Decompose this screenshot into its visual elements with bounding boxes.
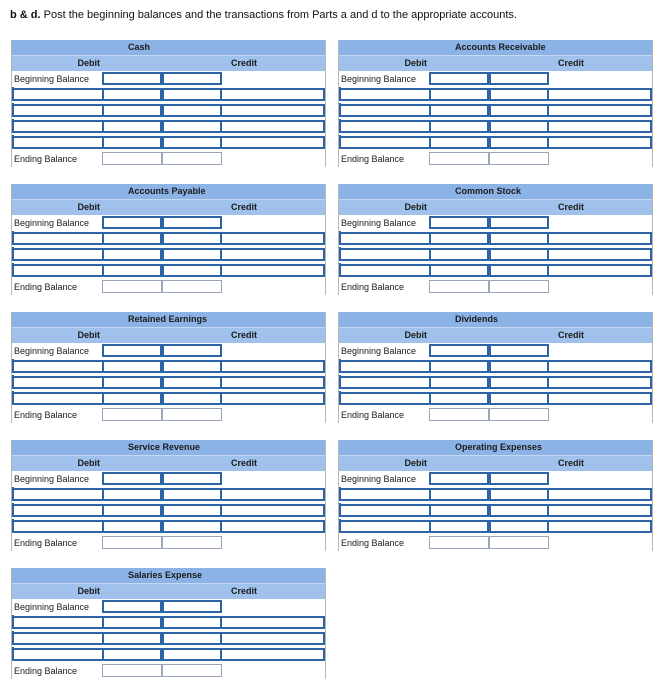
ending-balance-label: Ending Balance — [14, 282, 78, 292]
debit-header: Debit — [77, 330, 100, 340]
caret-icon — [12, 103, 14, 108]
beginning-debit-input[interactable] — [102, 344, 162, 357]
entry-debit-input[interactable] — [102, 392, 162, 405]
caret-icon — [12, 615, 14, 620]
entry-credit-input[interactable] — [489, 120, 549, 133]
entry-credit-input[interactable] — [489, 520, 549, 533]
credit-header: Credit — [557, 202, 584, 212]
entry-credit-input[interactable] — [489, 88, 549, 101]
caret-icon — [12, 631, 14, 636]
entry-credit-input[interactable] — [489, 136, 549, 149]
account-name: Common Stock — [455, 186, 522, 196]
account-title — [12, 568, 325, 583]
debit-header: Debit — [77, 586, 100, 596]
ending-balance-label: Ending Balance — [341, 282, 405, 292]
ending-debit-cell — [429, 408, 489, 421]
entry-debit-input[interactable] — [429, 104, 489, 117]
ending-balance-row — [12, 407, 325, 423]
ending-balance-row — [339, 279, 652, 295]
beginning-balance-label: Beginning Balance — [341, 74, 417, 84]
entry-row — [12, 119, 325, 135]
caret-icon — [12, 391, 14, 396]
entry-credit-input[interactable] — [162, 264, 222, 277]
entry-credit-input[interactable] — [489, 104, 549, 117]
entry-debit-input[interactable] — [102, 264, 162, 277]
entry-credit-input[interactable] — [162, 488, 222, 501]
beginning-credit-input[interactable] — [162, 472, 222, 485]
ending-credit-cell — [162, 152, 222, 165]
entry-debit-input[interactable] — [102, 616, 162, 629]
entry-credit-input[interactable] — [489, 248, 549, 261]
entry-row — [339, 375, 652, 391]
entry-debit-input[interactable] — [429, 360, 489, 373]
beginning-balance-row — [12, 471, 325, 487]
ending-credit-cell — [489, 152, 549, 165]
caret-icon — [339, 135, 341, 140]
beginning-balance-row — [339, 343, 652, 359]
column-header — [12, 455, 325, 471]
entry-row — [12, 103, 325, 119]
entry-debit-input[interactable] — [429, 248, 489, 261]
instruction-text: Post the beginning balances and the transactions from Parts a and d to the appropriate accounts. — [43, 9, 517, 21]
caret-icon — [12, 487, 14, 492]
column-header — [12, 327, 325, 343]
debit-header: Debit — [404, 458, 427, 468]
beginning-credit-input[interactable] — [489, 72, 549, 85]
account-name: Service Revenue — [128, 442, 201, 452]
entry-row — [339, 231, 652, 247]
ending-balance-label: Ending Balance — [341, 538, 405, 548]
entry-credit-input[interactable] — [162, 360, 222, 373]
ending-debit-cell — [102, 536, 162, 549]
beginning-balance-row — [12, 71, 325, 87]
beginning-balance-label: Beginning Balance — [14, 474, 90, 484]
credit-header: Credit — [230, 202, 257, 212]
entry-row — [339, 103, 652, 119]
entry-debit-input[interactable] — [102, 104, 162, 117]
entry-row — [12, 87, 325, 103]
ending-credit-cell — [162, 408, 222, 421]
entry-credit-input[interactable] — [162, 88, 222, 101]
entry-debit-input[interactable] — [429, 488, 489, 501]
ending-credit-cell — [489, 408, 549, 421]
account-name: Accounts Payable — [128, 186, 206, 196]
entry-row — [12, 375, 325, 391]
entry-row — [12, 247, 325, 263]
entry-row — [12, 135, 325, 151]
caret-icon — [12, 87, 14, 92]
entry-credit-input[interactable] — [162, 632, 222, 645]
entry-debit-input[interactable] — [429, 520, 489, 533]
credit-header: Credit — [230, 586, 257, 596]
beginning-debit-input[interactable] — [429, 344, 489, 357]
entry-debit-input[interactable] — [102, 232, 162, 245]
beginning-balance-label: Beginning Balance — [14, 346, 90, 356]
account-title — [12, 40, 325, 55]
t-account-retained-earnings — [11, 312, 326, 423]
beginning-balance-label: Beginning Balance — [341, 346, 417, 356]
ending-balance-row — [12, 535, 325, 551]
entry-row — [339, 503, 652, 519]
caret-icon — [339, 359, 341, 364]
entry-debit-input[interactable] — [102, 248, 162, 261]
entry-credit-input[interactable] — [489, 488, 549, 501]
entry-credit-input[interactable] — [489, 264, 549, 277]
account-name: Cash — [128, 42, 151, 52]
entry-debit-input[interactable] — [102, 136, 162, 149]
credit-header: Credit — [230, 58, 257, 68]
entry-row — [12, 503, 325, 519]
caret-icon — [339, 103, 341, 108]
entry-debit-input[interactable] — [102, 504, 162, 517]
caret-icon — [339, 503, 341, 508]
entry-row — [339, 519, 652, 535]
entry-credit-input[interactable] — [489, 376, 549, 389]
beginning-balance-label: Beginning Balance — [14, 218, 90, 228]
account-title — [339, 440, 652, 455]
account-name: Dividends — [455, 314, 499, 324]
caret-icon — [339, 119, 341, 124]
account-title — [12, 184, 325, 199]
entry-debit-input[interactable] — [102, 88, 162, 101]
beginning-credit-input[interactable] — [489, 216, 549, 229]
entry-debit-input[interactable] — [102, 376, 162, 389]
caret-icon — [12, 119, 14, 124]
caret-icon — [12, 375, 14, 380]
entry-credit-input[interactable] — [162, 520, 222, 533]
t-account-dividends — [338, 312, 653, 423]
debit-header: Debit — [404, 330, 427, 340]
entry-credit-input[interactable] — [162, 376, 222, 389]
caret-icon — [339, 247, 341, 252]
credit-header: Credit — [230, 330, 257, 340]
caret-icon — [339, 263, 341, 268]
entry-debit-input[interactable] — [429, 232, 489, 245]
ending-credit-cell — [489, 280, 549, 293]
beginning-balance-row — [12, 343, 325, 359]
ending-balance-label: Ending Balance — [14, 154, 78, 164]
entry-debit-input[interactable] — [102, 632, 162, 645]
beginning-balance-row — [12, 215, 325, 231]
entry-row — [12, 359, 325, 375]
ending-balance-row — [12, 279, 325, 295]
entry-row — [12, 631, 325, 647]
caret-icon — [339, 487, 341, 492]
beginning-debit-input[interactable] — [429, 472, 489, 485]
t-account-salaries-expense — [11, 568, 326, 679]
beginning-balance-row — [339, 71, 652, 87]
entry-row — [339, 359, 652, 375]
t-account-service-revenue — [11, 440, 326, 551]
beginning-debit-input[interactable] — [429, 72, 489, 85]
beginning-balance-label: Beginning Balance — [14, 602, 90, 612]
instruction — [10, 9, 517, 21]
account-name: Accounts Receivable — [455, 42, 546, 52]
beginning-credit-input[interactable] — [162, 216, 222, 229]
entry-row — [12, 263, 325, 279]
caret-icon — [339, 519, 341, 524]
instruction-prefix: b & d. — [10, 9, 41, 21]
caret-icon — [339, 87, 341, 92]
ending-debit-cell — [429, 280, 489, 293]
beginning-credit-input[interactable] — [162, 72, 222, 85]
credit-header: Credit — [230, 458, 257, 468]
entry-debit-input[interactable] — [429, 120, 489, 133]
ending-balance-label: Ending Balance — [14, 538, 78, 548]
ending-balance-label: Ending Balance — [341, 410, 405, 420]
debit-header: Debit — [77, 458, 100, 468]
entry-credit-input[interactable] — [489, 232, 549, 245]
ending-balance-label: Ending Balance — [14, 410, 78, 420]
entry-row — [12, 231, 325, 247]
ending-balance-row — [339, 151, 652, 167]
entry-credit-input[interactable] — [162, 392, 222, 405]
entry-credit-input[interactable] — [489, 360, 549, 373]
ending-debit-cell — [102, 152, 162, 165]
entry-credit-input[interactable] — [162, 136, 222, 149]
beginning-balance-label: Beginning Balance — [341, 218, 417, 228]
entry-debit-input[interactable] — [102, 488, 162, 501]
column-header — [339, 55, 652, 71]
beginning-balance-row — [339, 471, 652, 487]
entry-row — [339, 263, 652, 279]
beginning-credit-input[interactable] — [162, 600, 222, 613]
caret-icon — [339, 375, 341, 380]
entry-debit-input[interactable] — [102, 648, 162, 661]
beginning-credit-input[interactable] — [162, 344, 222, 357]
caret-icon — [12, 519, 14, 524]
caret-icon — [12, 503, 14, 508]
beginning-debit-input[interactable] — [102, 216, 162, 229]
entry-debit-input[interactable] — [429, 504, 489, 517]
entry-row — [339, 135, 652, 151]
entry-row — [12, 519, 325, 535]
caret-icon — [12, 247, 14, 252]
debit-header: Debit — [77, 58, 100, 68]
entry-credit-input[interactable] — [162, 648, 222, 661]
caret-icon — [12, 359, 14, 364]
entry-row — [339, 87, 652, 103]
column-header — [12, 55, 325, 71]
credit-header: Credit — [557, 58, 584, 68]
beginning-debit-input[interactable] — [102, 600, 162, 613]
beginning-debit-input[interactable] — [102, 72, 162, 85]
ending-debit-cell — [102, 280, 162, 293]
ending-credit-cell — [489, 536, 549, 549]
account-title — [12, 440, 325, 455]
account-name: Operating Expenses — [455, 442, 543, 452]
account-title — [339, 312, 652, 327]
beginning-debit-input[interactable] — [102, 472, 162, 485]
ending-credit-cell — [162, 280, 222, 293]
entry-debit-input[interactable] — [429, 136, 489, 149]
entry-row — [339, 487, 652, 503]
caret-icon — [12, 263, 14, 268]
column-header — [339, 327, 652, 343]
ending-balance-row — [339, 535, 652, 551]
column-header — [12, 583, 325, 599]
beginning-balance-row — [12, 599, 325, 615]
t-account-accounts-receivable — [338, 40, 653, 167]
t-account-operating-expenses — [338, 440, 653, 551]
ending-balance-label: Ending Balance — [14, 666, 78, 676]
entry-credit-input[interactable] — [489, 504, 549, 517]
account-title — [339, 184, 652, 199]
entry-row — [12, 391, 325, 407]
ending-balance-row — [12, 663, 325, 679]
entry-row — [12, 487, 325, 503]
entry-debit-input[interactable] — [429, 392, 489, 405]
ending-balance-row — [12, 151, 325, 167]
column-header — [339, 199, 652, 215]
beginning-balance-row — [339, 215, 652, 231]
credit-header: Credit — [557, 330, 584, 340]
ending-debit-cell — [429, 536, 489, 549]
ending-balance-label: Ending Balance — [341, 154, 405, 164]
entry-debit-input[interactable] — [429, 88, 489, 101]
entry-credit-input[interactable] — [162, 616, 222, 629]
entry-credit-input[interactable] — [162, 248, 222, 261]
beginning-credit-input[interactable] — [489, 344, 549, 357]
ending-debit-cell — [429, 152, 489, 165]
account-name: Salaries Expense — [128, 570, 203, 580]
entry-debit-input[interactable] — [429, 376, 489, 389]
column-header — [12, 199, 325, 215]
entry-debit-input[interactable] — [429, 264, 489, 277]
caret-icon — [339, 231, 341, 236]
entry-debit-input[interactable] — [102, 360, 162, 373]
ending-debit-cell — [102, 408, 162, 421]
entry-credit-input[interactable] — [162, 504, 222, 517]
credit-header: Credit — [557, 458, 584, 468]
beginning-debit-input[interactable] — [429, 216, 489, 229]
account-name: Retained Earnings — [128, 314, 208, 324]
caret-icon — [339, 391, 341, 396]
debit-header: Debit — [404, 58, 427, 68]
debit-header: Debit — [77, 202, 100, 212]
entry-row — [339, 391, 652, 407]
caret-icon — [12, 647, 14, 652]
ending-credit-cell — [162, 536, 222, 549]
entry-row — [12, 615, 325, 631]
entry-credit-input[interactable] — [489, 392, 549, 405]
t-account-common-stock — [338, 184, 653, 295]
ending-debit-cell — [102, 664, 162, 677]
ending-credit-cell — [162, 664, 222, 677]
beginning-balance-label: Beginning Balance — [14, 74, 90, 84]
column-header — [339, 455, 652, 471]
debit-header: Debit — [404, 202, 427, 212]
entry-credit-input[interactable] — [162, 120, 222, 133]
entry-debit-input[interactable] — [102, 120, 162, 133]
t-account-accounts-payable — [11, 184, 326, 295]
entry-credit-input[interactable] — [162, 232, 222, 245]
account-title — [12, 312, 325, 327]
ending-balance-row — [339, 407, 652, 423]
beginning-balance-label: Beginning Balance — [341, 474, 417, 484]
entry-row — [339, 119, 652, 135]
entry-debit-input[interactable] — [102, 520, 162, 533]
beginning-credit-input[interactable] — [489, 472, 549, 485]
entry-row — [339, 247, 652, 263]
t-account-cash — [11, 40, 326, 167]
caret-icon — [12, 231, 14, 236]
caret-icon — [12, 135, 14, 140]
account-title — [339, 40, 652, 55]
entry-row — [12, 647, 325, 663]
entry-credit-input[interactable] — [162, 104, 222, 117]
